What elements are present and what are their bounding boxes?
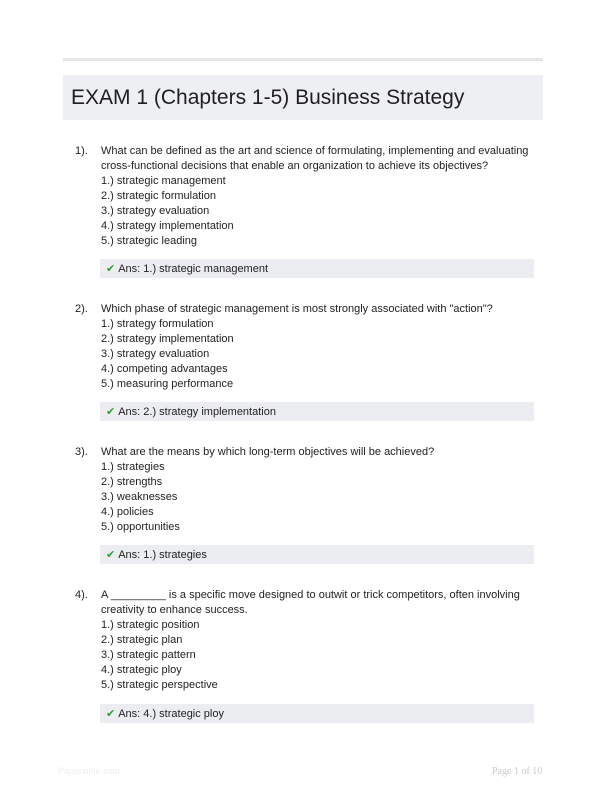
option: 4.) strategic ploy (101, 664, 182, 676)
option-list (101, 618, 531, 693)
option: 5.) strategic leading (101, 235, 197, 247)
option: 1.) strategy formulation (101, 318, 214, 330)
question-body (101, 588, 531, 693)
answer-text: Ans: 1.) strategies (118, 549, 207, 561)
option-list (101, 174, 531, 249)
page-title: EXAM 1 (Chapters 1-5) Business Strategy (71, 86, 465, 109)
page-number: Page 1 of 10 (492, 766, 543, 777)
option: 2.) strategic plan (101, 634, 183, 646)
option: 1.) strategic position (101, 619, 200, 631)
option: 3.) strategy evaluation (101, 205, 210, 217)
option-list (101, 317, 531, 392)
option: 1.) strategies (101, 461, 165, 473)
answer-box (100, 545, 534, 564)
answer-box (100, 259, 534, 278)
question-text-line: Which phase of strategic management is most strongly associated with "action"? (101, 303, 493, 315)
option: 2.) strategy implementation (101, 333, 234, 345)
option: 5.) strategic perspective (101, 679, 218, 691)
question-text-line: A _________ is a specific move designed to outwit or trick competitors, often involving (101, 589, 520, 601)
question-text-line: creativity to enhance success. (101, 604, 248, 616)
option: 5.) measuring performance (101, 378, 234, 390)
question-text-line: cross-functional decisions that enable an organization to achieve its objectives? (101, 160, 489, 172)
watermark-text: Paperxible.com (58, 766, 121, 776)
option: 4.) policies (101, 506, 154, 518)
option: 2.) strategic formulation (101, 190, 216, 202)
question-number: 3). (75, 446, 88, 458)
question-body (101, 445, 531, 535)
option: 1.) strategic management (101, 175, 226, 187)
answer-text: Ans: 4.) strategic ploy (118, 708, 224, 720)
title-bar (63, 75, 543, 120)
check-icon: ✔ (106, 548, 116, 561)
option: 3.) weaknesses (101, 491, 178, 503)
check-icon: ✔ (106, 262, 116, 275)
option: 3.) strategic pattern (101, 649, 196, 661)
option: 4.) strategy implementation (101, 220, 234, 232)
answer-text: Ans: 1.) strategic management (118, 263, 269, 275)
option-list (101, 460, 531, 535)
question-body (101, 144, 531, 249)
option: 3.) strategy evaluation (101, 348, 210, 360)
option: 5.) opportunities (101, 521, 180, 533)
question-text-line: What can be defined as the art and science of formulating, implementing and evaluating (101, 145, 529, 157)
top-divider (63, 58, 543, 61)
option: 4.) competing advantages (101, 363, 228, 375)
answer-box (100, 402, 534, 421)
question-number: 4). (75, 589, 88, 601)
question-body (101, 302, 531, 392)
option: 2.) strengths (101, 476, 163, 488)
check-icon: ✔ (106, 707, 116, 720)
answer-text: Ans: 2.) strategy implementation (118, 406, 276, 418)
question-number: 1). (75, 145, 88, 157)
question-text-line: What are the means by which long-term objectives will be achieved? (101, 446, 435, 458)
answer-box (100, 704, 534, 723)
check-icon: ✔ (106, 405, 116, 418)
question-number: 2). (75, 303, 88, 315)
